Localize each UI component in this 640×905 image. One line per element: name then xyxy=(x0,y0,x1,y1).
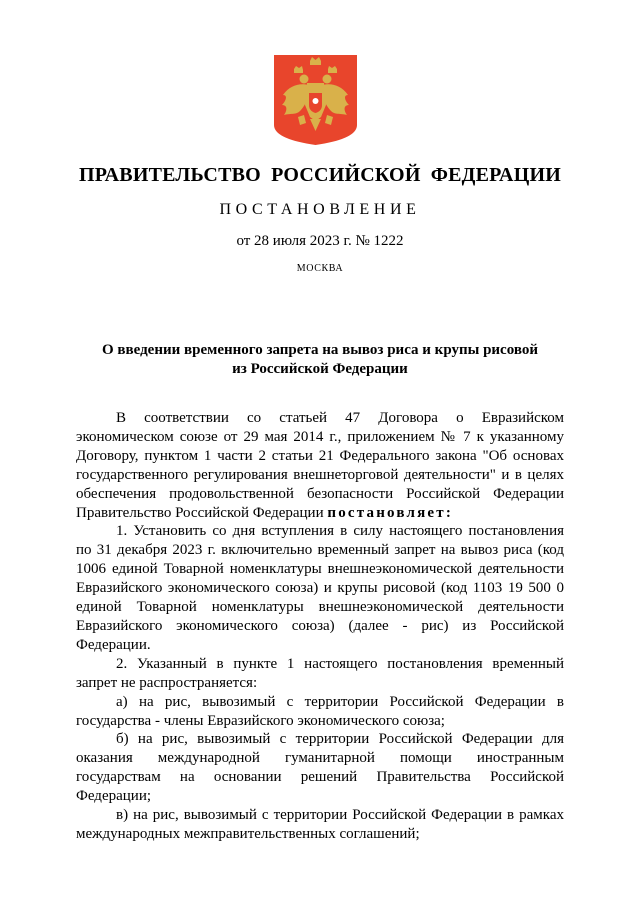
paragraph-2c: в) на рис, вывозимый с территории Российской Федерации в рамках международных межправительственных соглашений; xyxy=(76,807,564,842)
paragraph-1: 1. Установить со дня вступления в силу настоящего постановления по 31 декабря 2023 г. включительно временный запрет на вывоз риса (код 1006 единой Товарной номенклатуры внешнеэкономической деятельности Евразийского экономического союза) и крупы рисовой (код 1103 19 500 0 единой Товарной номенклатуры внешнеэкономической деятельности Евразийского экономического союза) (далее - рис) из Российской Федерации. xyxy=(76,523,564,653)
paragraph-2: 2. Указанный в пункте 1 настоящего постановления временный запрет не распространяется: xyxy=(76,655,564,691)
preamble-text: В соответствии со статьей 47 Договора о Евразийском экономическом союзе от 29 мая 2014 г., приложением № 7 к указанному Договору, пунктом 1 части 2 статьи 21 Федерального закона "Об основах государственного регулирования внешнеторговой деятельности" и в целях обеспечения продовольственной безопасности Российской Федерации Правительство Российской Федерации xyxy=(76,410,564,521)
paragraph-2b: б) на рис, вывозимый с территории Российской Федерации для оказания международной гуманитарной помощи иностранным государствам на основании решений Правительства Российской Федерации; xyxy=(76,731,564,805)
document-subject xyxy=(60,341,580,379)
paragraph-2a: а) на рис, вывозимый с территории Российской Федерации в государства - члены Евразийского экономического союза; xyxy=(76,693,564,729)
government-title: ПРАВИТЕЛЬСТВО РОССИЙСКОЙ ФЕДЕРАЦИИ xyxy=(79,164,561,186)
decides-keyword: постановляет: xyxy=(327,504,454,521)
document-type: ПОСТАНОВЛЕНИЕ xyxy=(219,201,421,218)
coat-of-arms-icon xyxy=(274,55,357,145)
document-date-number: от 28 июля 2023 г. № 1222 xyxy=(236,233,404,249)
preamble-paragraph xyxy=(76,409,564,522)
subject-line-2: из Российской Федерации xyxy=(232,361,408,377)
subject-line-1: О введении временного запрета на вывоз риса и крупы рисовой xyxy=(102,342,538,358)
document-body xyxy=(76,409,564,844)
city: МОСКВА xyxy=(296,263,344,274)
